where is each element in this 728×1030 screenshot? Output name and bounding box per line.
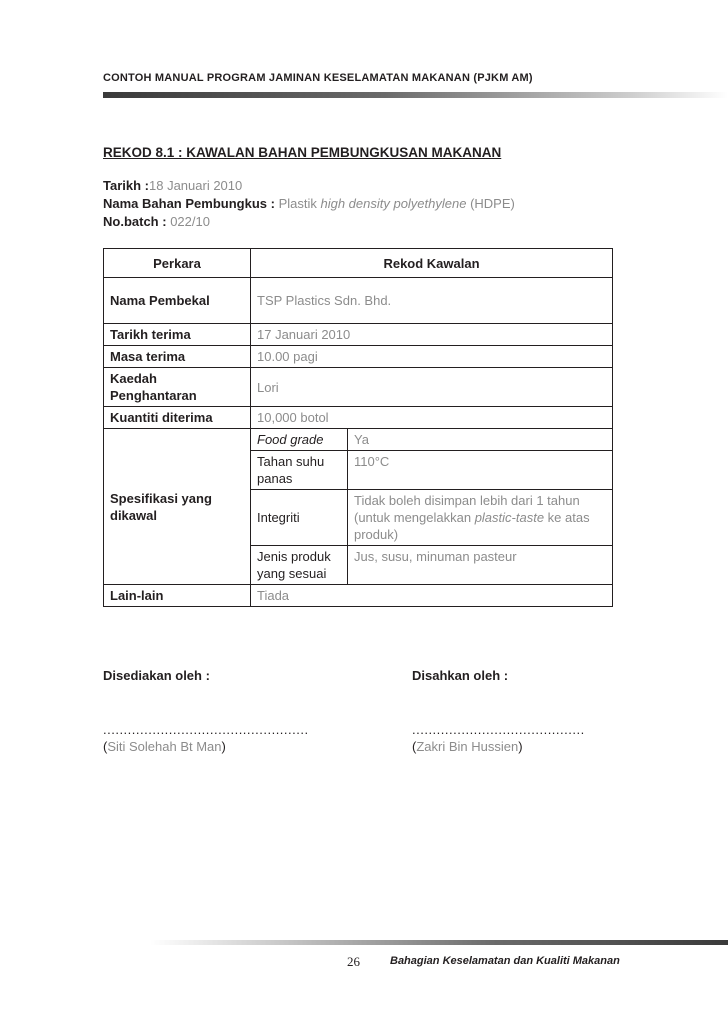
kawalan-table <box>103 248 613 607</box>
bahan-value-3: (HDPE) <box>466 196 515 211</box>
prepared-name-text: Siti Solehah Bt Man <box>107 739 222 754</box>
tarikh-line <box>103 178 242 193</box>
record-title: REKOD 8.1 : KAWALAN BAHAN PEMBUNGKUSAN MAKANAN <box>103 145 502 160</box>
row-value-kaedah: Lori <box>251 368 613 407</box>
integriti-text-1: Tidak boleh disimpan lebih dari 1 tahun (untuk mengelakkan <box>354 493 580 525</box>
header-perkara: Perkara <box>104 249 251 278</box>
footer-divider <box>150 940 728 945</box>
sub-value-jenis-produk: Jus, susu, minuman pasteur <box>348 546 613 585</box>
page-number: 26 <box>347 954 360 969</box>
row-label-pembekal: Nama Pembekal <box>104 278 251 324</box>
approved-signature-line: .......................................... <box>412 722 585 737</box>
table-row <box>104 429 613 451</box>
table-row <box>104 278 613 324</box>
row-value-masa-terima: 10.00 pagi <box>251 346 613 368</box>
table-row <box>104 407 613 429</box>
bahan-label: Nama Bahan Pembungkus : <box>103 196 275 211</box>
header-rekod-kawalan: Rekod Kawalan <box>251 249 613 278</box>
batch-label: No.batch : <box>103 214 167 229</box>
document-header-title: CONTOH MANUAL PROGRAM JAMINAN KESELAMATAN MAKANAN (PJKM AM) <box>103 72 533 84</box>
footer-section-title: Bahagian Keselamatan dan Kualiti Makanan <box>390 955 620 967</box>
sub-value-food-grade: Ya <box>348 429 613 451</box>
table-row <box>104 368 613 407</box>
sub-value-integriti <box>348 490 613 546</box>
tarikh-label: Tarikh : <box>103 178 149 193</box>
row-label-tarikh-terima: Tarikh terima <box>104 324 251 346</box>
bahan-line <box>103 196 515 211</box>
table-row <box>104 324 613 346</box>
table-row <box>104 585 613 607</box>
row-label-kaedah: Kaedah Penghantaran <box>104 368 251 407</box>
table-row <box>104 346 613 368</box>
bahan-value-1: Plastik <box>278 196 321 211</box>
row-value-lain: Tiada <box>251 585 613 607</box>
row-value-kuantiti: 10,000 botol <box>251 407 613 429</box>
prepared-by-name: (Siti Solehah Bt Man) <box>103 739 226 754</box>
approved-by-name: (Zakri Bin Hussien) <box>412 739 523 754</box>
row-value-pembekal: TSP Plastics Sdn. Bhd. <box>251 278 613 324</box>
integriti-text-3: ke atas produk) <box>354 510 590 542</box>
batch-line <box>103 214 210 229</box>
sub-value-tahan-suhu: 110°C <box>348 451 613 490</box>
sub-label-food-grade <box>251 429 348 451</box>
batch-value: 022/10 <box>170 214 210 229</box>
row-value-tarikh-terima: 17 Januari 2010 <box>251 324 613 346</box>
row-label-lain: Lain-lain <box>104 585 251 607</box>
bahan-value-2: high density polyethylene <box>320 196 467 211</box>
table-header-row <box>104 249 613 278</box>
sub-label-jenis-produk: Jenis produk yang sesuai <box>251 546 348 585</box>
approved-name-text: Zakri Bin Hussien <box>416 739 519 754</box>
prepared-signature-line: .................................................. <box>103 722 309 737</box>
approved-by-label: Disahkan oleh : <box>412 668 509 683</box>
row-label-masa-terima: Masa terima <box>104 346 251 368</box>
prepared-by-label: Disediakan oleh : <box>103 668 210 683</box>
sub-label-tahan-suhu: Tahan suhu panas <box>251 451 348 490</box>
food-grade-text: Food grade <box>257 432 324 447</box>
sub-label-integriti: Integriti <box>251 490 348 546</box>
header-divider <box>103 92 728 98</box>
row-label-kuantiti: Kuantiti diterima <box>104 407 251 429</box>
integriti-text-2: plastic-taste <box>474 510 545 525</box>
row-label-spesifikasi: Spesifikasi yang dikawal <box>104 429 251 585</box>
tarikh-value: 18 Januari 2010 <box>149 178 243 193</box>
